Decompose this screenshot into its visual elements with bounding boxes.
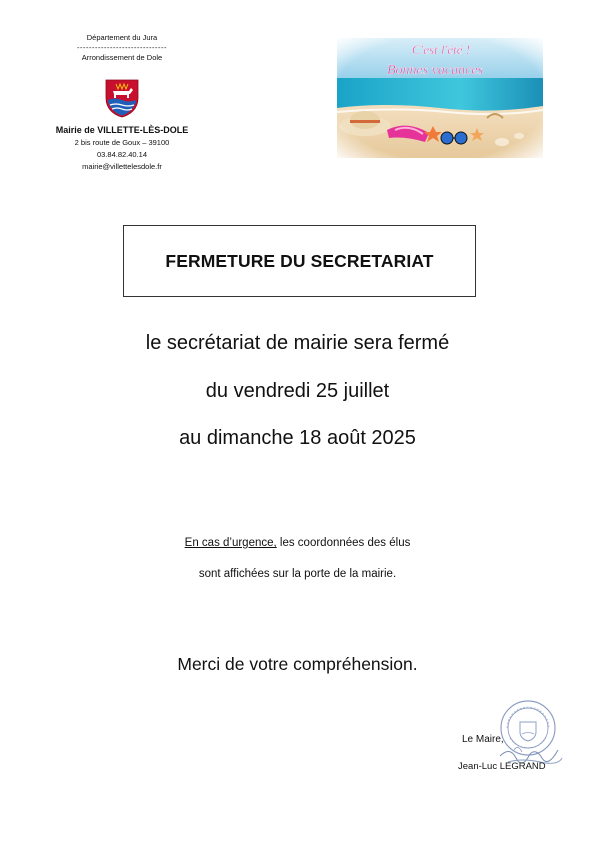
arrondissement-label: Arrondissement de Dole bbox=[81, 53, 163, 62]
department-label: Département du Jura bbox=[86, 33, 158, 42]
mairie-email: mairie@villettelesdole.fr bbox=[82, 162, 162, 171]
summer-beach-photo bbox=[337, 38, 543, 158]
thanks-message: Merci de votre compréhension. bbox=[177, 654, 418, 674]
notice-title: FERMETURE DU SECRETARIAT bbox=[165, 250, 434, 271]
closure-line-1: le secrétariat de mairie sera fermé bbox=[145, 332, 450, 354]
signature-block bbox=[450, 698, 570, 788]
letterhead-separator: ------------------------------ bbox=[77, 43, 167, 52]
signature-name: Jean-Luc LEGRAND bbox=[458, 761, 546, 772]
urgence-line-1 bbox=[0, 537, 595, 549]
mairie-phone: 03.84.82.40.14 bbox=[96, 150, 148, 159]
mairie-letterhead bbox=[22, 32, 222, 173]
urgence-line-2: sont affichées sur la porte de la mairie. bbox=[198, 568, 397, 580]
notice-title-box bbox=[123, 225, 476, 297]
coat-of-arms-icon bbox=[102, 78, 142, 118]
mairie-name: Mairie de VILLETTE-LÈS-DOLE bbox=[55, 125, 189, 135]
closure-line-2: du vendredi 25 juillet bbox=[205, 380, 390, 402]
signature-role: Le Maire, bbox=[462, 734, 504, 745]
closure-line-3: au dimanche 18 août 2025 bbox=[179, 427, 416, 449]
mairie-address: 2 bis route de Goux – 39100 bbox=[74, 138, 170, 147]
urgence-text: les coordonnées des élus bbox=[276, 537, 411, 549]
urgence-emphasis: En cas d’urgence, bbox=[184, 537, 277, 549]
